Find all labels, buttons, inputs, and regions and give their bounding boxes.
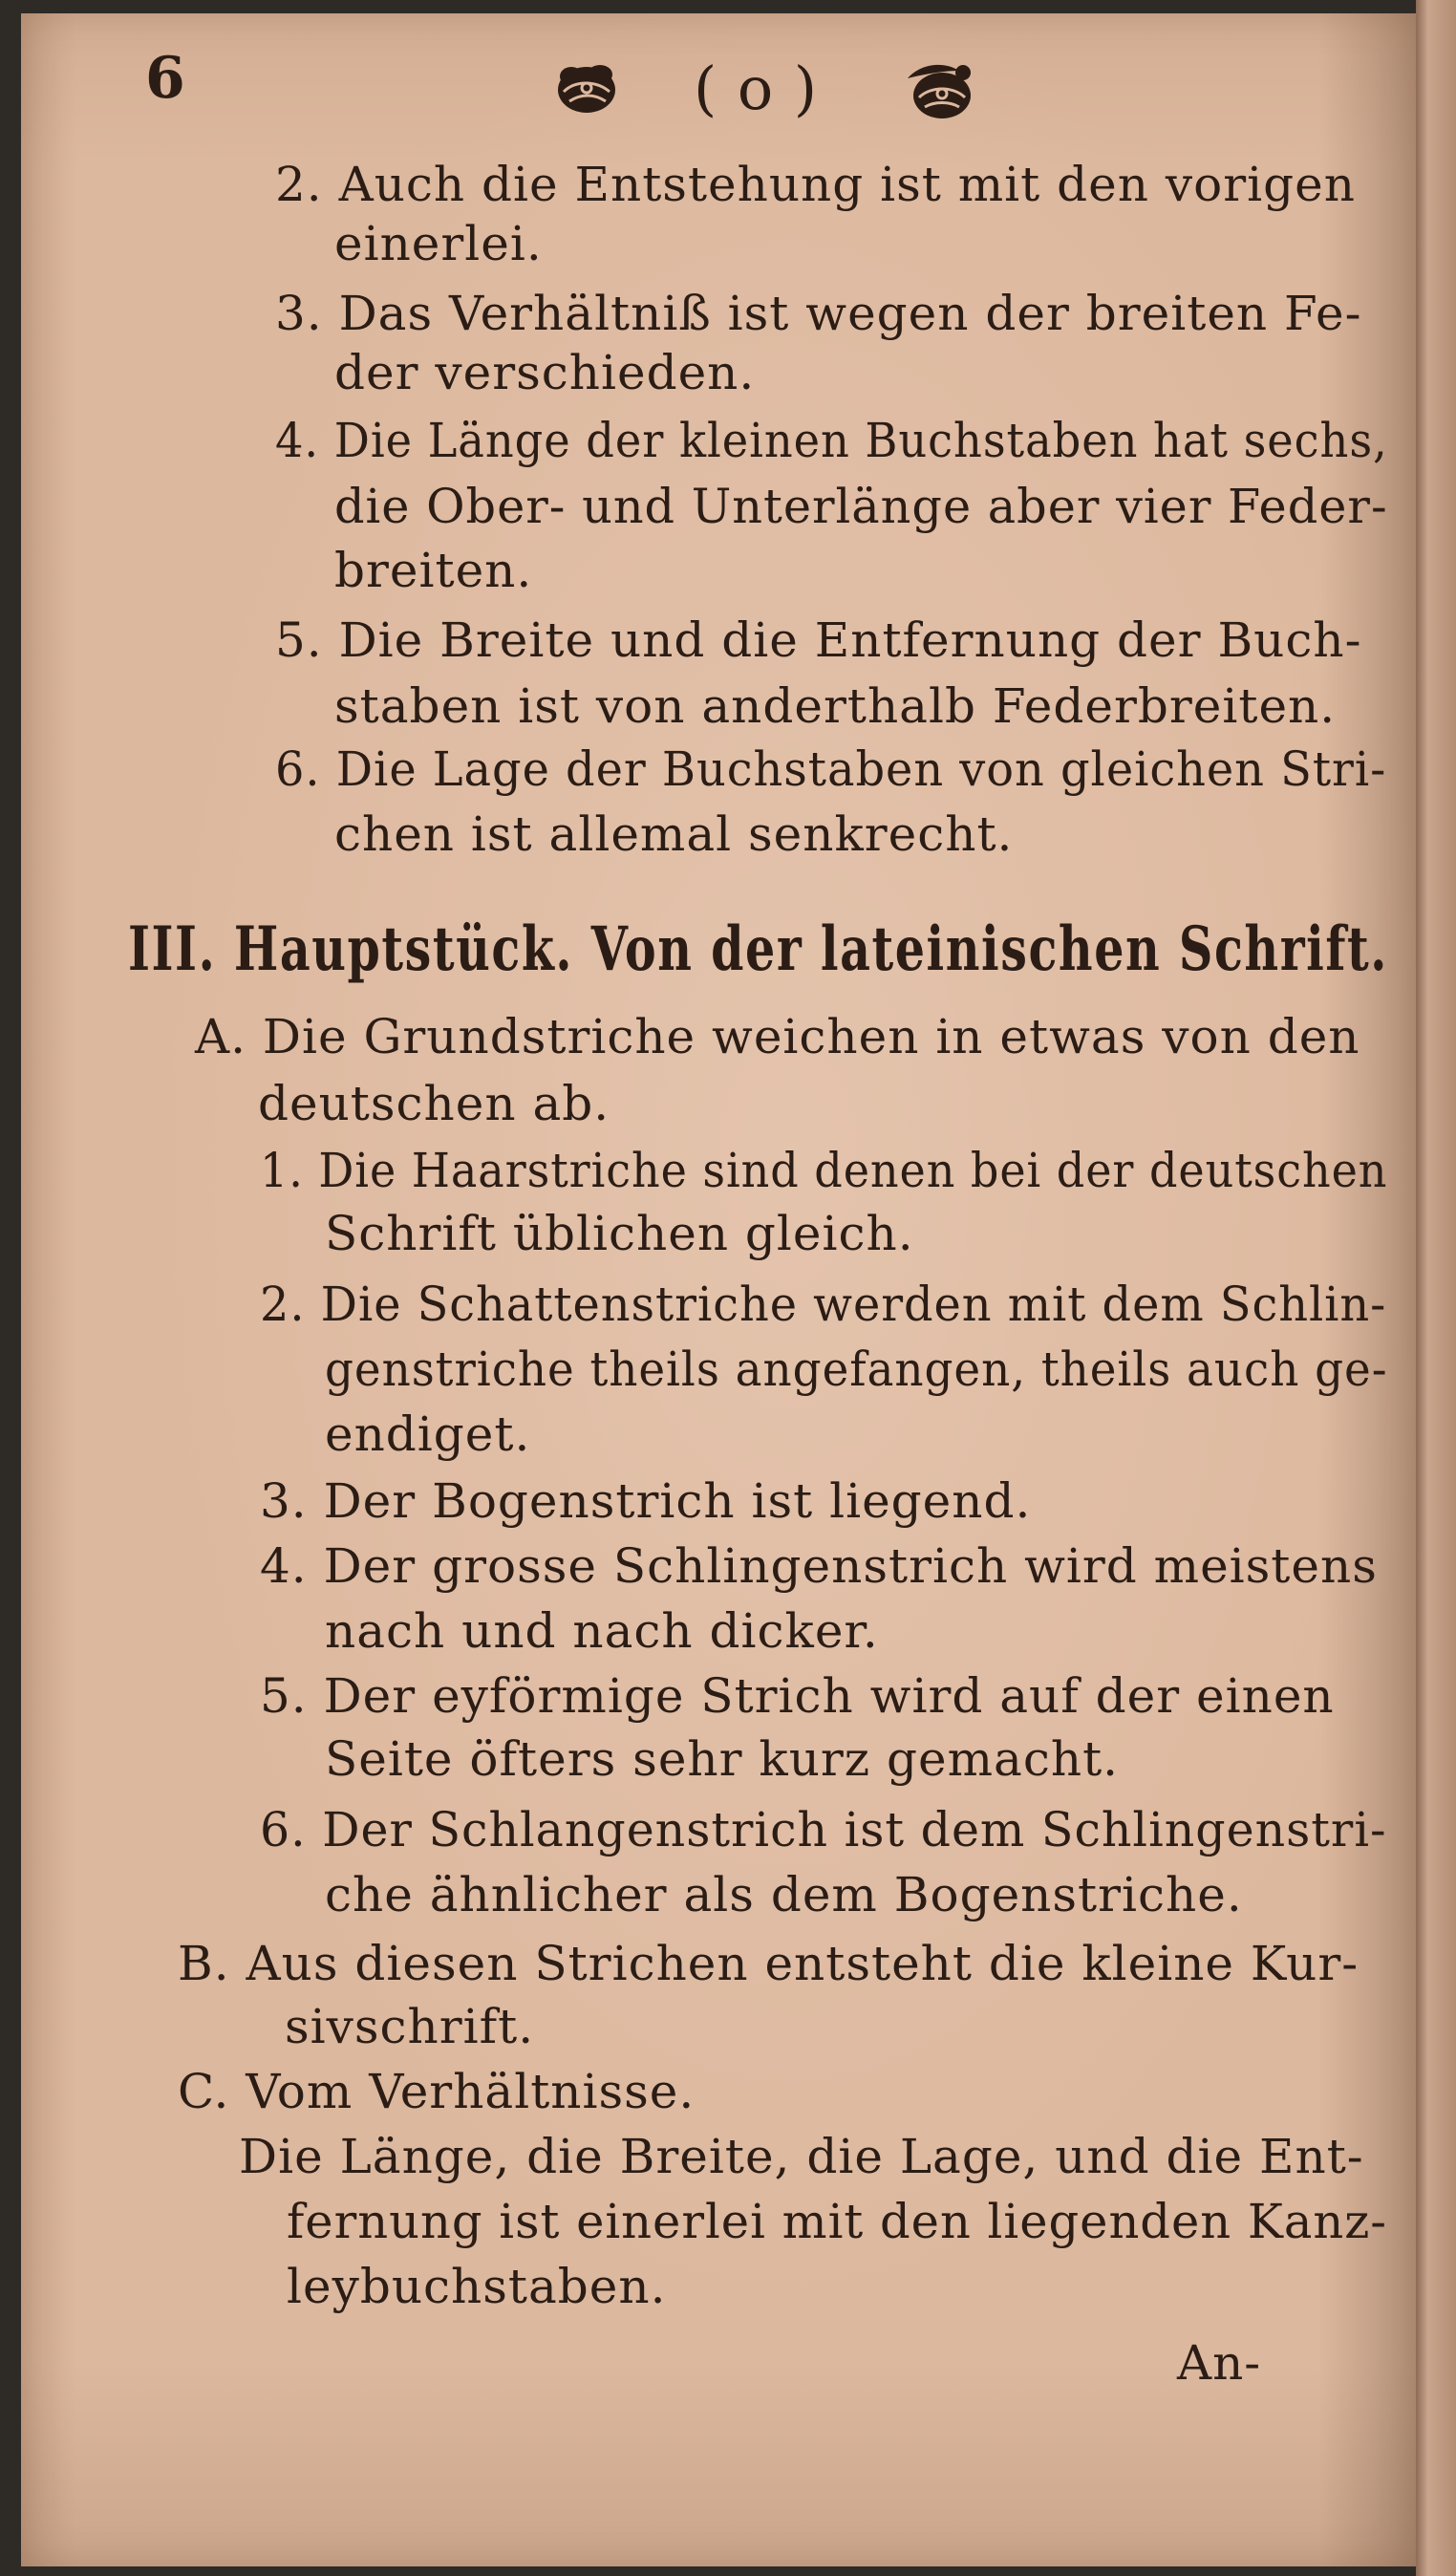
left-flower-ornament-icon	[552, 59, 621, 118]
text-line: Seite öfters sehr kurz gemacht.	[325, 1731, 1120, 1787]
text-line: Die Länge, die Breite, die Lage, und die Ent-	[239, 2129, 1364, 2184]
text-line: endiget.	[325, 1406, 531, 1462]
scan-top-edge	[0, 0, 1456, 13]
text-line: deutschen ab.	[258, 1076, 610, 1131]
text-line: genstriche theils angefangen, theils auch ge-	[325, 1342, 1388, 1397]
text-line: A. Die Grundstriche weichen in etwas von den	[195, 1009, 1360, 1064]
text-line: einerlei.	[334, 216, 543, 271]
text-line: die Ober- und Unterlänge aber vier Feder-	[334, 479, 1388, 534]
text-line: chen ist allemal senkrecht.	[334, 806, 1014, 862]
text-line: 6. Die Lage der Buchstaben von gleichen Stri-	[275, 741, 1387, 797]
text-line: 1. Die Haarstriche sind denen bei der deutschen	[260, 1143, 1388, 1198]
text-line: 5. Der eyförmige Strich wird auf der einen	[260, 1668, 1335, 1724]
text-line: B. Aus diesen Strichen entsteht die kleine Kur-	[178, 1936, 1360, 1991]
text-line: 4. Die Länge der kleinen Buchstaben hat sechs,	[275, 413, 1388, 468]
text-line: fernung ist einerlei mit den liegenden Kanz-	[287, 2194, 1388, 2249]
adjacent-page-edge	[1416, 0, 1456, 2576]
text-line: 2. Auch die Entstehung ist mit den vorigen	[275, 157, 1356, 212]
text-line: breiten.	[334, 543, 533, 598]
text-line: C. Vom Verhältnisse.	[178, 2064, 696, 2119]
text-line: staben ist von anderthalb Federbreiten.	[334, 678, 1337, 734]
text-line: Schrift üblichen gleich.	[325, 1206, 914, 1261]
signature-mark: ( o )	[694, 54, 819, 123]
page-number: 6	[145, 45, 186, 112]
text-line: 5. Die Breite und die Entfernung der Buch-	[275, 612, 1362, 668]
text-line: 3. Der Bogenstrich ist liegend.	[260, 1473, 1032, 1529]
text-line: sivschrift.	[285, 1999, 535, 2054]
text-line: leybuchstaben.	[287, 2259, 667, 2314]
text-line: 2. Die Schattenstriche werden mit dem Schlin-	[260, 1277, 1387, 1332]
chapter-heading: III. Hauptstück. Von der lateinischen Schrift.	[128, 913, 1388, 985]
text-line: 6. Der Schlangenstrich ist dem Schlingenstri-	[260, 1802, 1387, 1857]
catchword: An-	[1177, 2335, 1262, 2391]
text-line: nach und nach dicker.	[325, 1603, 879, 1659]
text-line: che ähnlicher als dem Bogenstriche.	[325, 1867, 1243, 1922]
text-line: der verschieden.	[334, 345, 756, 400]
text-line: 3. Das Verhältniß ist wegen der breiten Fe-	[275, 286, 1362, 341]
right-flower-ornament-icon	[902, 59, 980, 124]
text-line: 4. Der grosse Schlingenstrich wird meistens	[260, 1538, 1378, 1594]
